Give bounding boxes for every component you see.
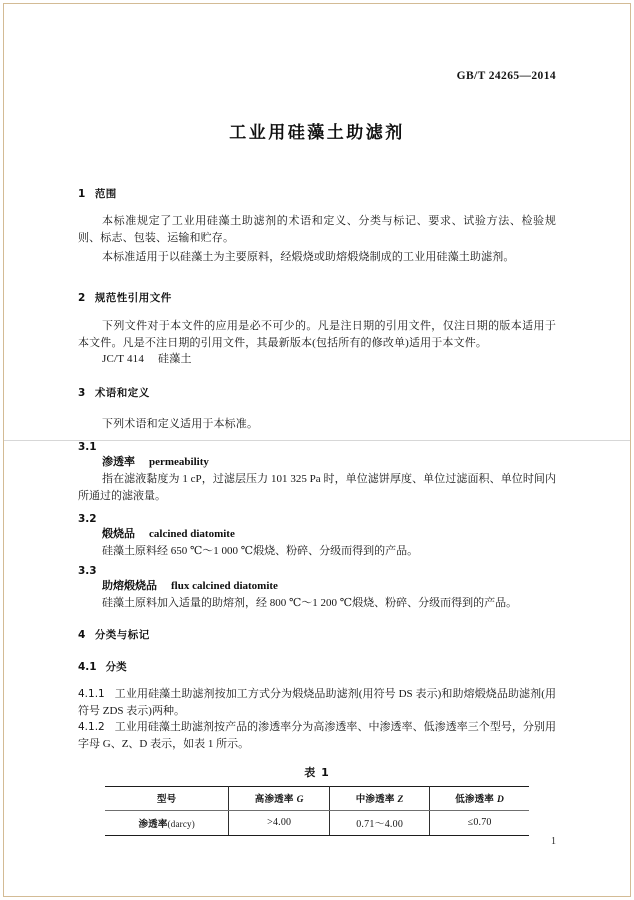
term-3-3-name-zh: 助熔煅烧品 bbox=[102, 579, 157, 592]
table-1-header-low bbox=[430, 787, 529, 811]
term-3-1-name bbox=[102, 453, 556, 471]
clause-4-1-2-number: 4.1.2 bbox=[78, 721, 105, 733]
clause-2-number: 2 bbox=[78, 292, 86, 304]
table-1-header-medium bbox=[330, 787, 430, 811]
table-row bbox=[105, 811, 529, 836]
clause-4-1-1 bbox=[78, 686, 556, 719]
term-3-1-number: 3.1 bbox=[78, 441, 97, 453]
table-1-row-label-text: 渗透率 bbox=[138, 818, 168, 830]
table-1-classification bbox=[105, 786, 529, 836]
clause-4-number: 4 bbox=[78, 629, 86, 641]
page-number: 1 bbox=[551, 836, 556, 847]
clause-4-heading bbox=[78, 627, 556, 642]
clause-4-1-title: 分类 bbox=[105, 661, 127, 673]
reference-title: 硅藻土 bbox=[158, 353, 192, 365]
clause-4-1-heading bbox=[78, 659, 556, 674]
term-3-2-name-en: calcined diatomite bbox=[149, 528, 235, 540]
table-1-header-medium-symbol: Z bbox=[397, 795, 404, 805]
table-1-header-low-label: 低渗透率 bbox=[455, 794, 495, 805]
table-1-row-label-unit: (darcy) bbox=[167, 818, 195, 829]
clause-2-title: 规范性引用文件 bbox=[94, 292, 172, 304]
clause-3-heading bbox=[78, 385, 556, 400]
table-1-header-high bbox=[229, 787, 330, 811]
table-1-cell-low: ≤0.70 bbox=[430, 811, 529, 836]
term-3-2-name bbox=[102, 525, 556, 543]
term-3-1-name-zh: 渗透率 bbox=[102, 455, 135, 468]
clause-4-1-2 bbox=[78, 719, 556, 752]
normative-reference-entry bbox=[78, 351, 556, 368]
clause-1-paragraph-2: 本标准适用于以硅藻土为主要原料，经煅烧或助熔煅烧制成的工业用硅藻土助滤剂。 bbox=[102, 251, 515, 263]
table-header-row bbox=[105, 787, 529, 811]
table-1-header-medium-label: 中渗透率 bbox=[355, 794, 395, 805]
term-3-3-definition: 硅藻土原料加入适量的助熔剂，经 800 ℃～1 200 ℃煅烧、粉碎、分级而得到的产品。 bbox=[102, 597, 518, 609]
clause-4-1-1-number: 4.1.1 bbox=[78, 688, 105, 700]
clause-1-paragraph-1: 本标准规定了工业用硅藻土助滤剂的术语和定义、分类与标记、要求、试验方法、检验规则、标志、包装、运输和贮存。 bbox=[78, 215, 556, 244]
standard-number-header: GB/T 24265—2014 bbox=[456, 70, 556, 82]
clause-4-title: 分类与标记 bbox=[94, 629, 150, 641]
clause-1-heading bbox=[78, 186, 556, 201]
clause-1-number: 1 bbox=[78, 188, 86, 200]
clause-4-1-2-text: 工业用硅藻土助滤剂按产品的渗透率分为高渗透率、中渗透率、低渗透率三个型号，分别用字母 G、Z、D 表示，如表 1 所示。 bbox=[78, 721, 556, 750]
table-1-header-high-label: 高渗透率 bbox=[254, 794, 294, 805]
clause-3-paragraph-1: 下列术语和定义适用于本标准。 bbox=[102, 418, 259, 430]
page-title: 工业用硅藻土助滤剂 bbox=[229, 123, 405, 143]
term-3-3-number: 3.3 bbox=[78, 565, 97, 577]
table-1-header-low-symbol: D bbox=[497, 795, 505, 805]
table-1-header-model bbox=[105, 787, 229, 811]
term-3-2-definition: 硅藻土原料经 650 ℃～1 000 ℃煅烧、粉碎、分级而得到的产品。 bbox=[102, 545, 419, 557]
clause-2-heading bbox=[78, 290, 556, 305]
table-1-body bbox=[105, 811, 529, 836]
term-3-3-name-en: flux calcined diatomite bbox=[171, 580, 278, 592]
clause-1-title: 范围 bbox=[94, 188, 117, 200]
clause-2-paragraph-1: 下列文件对于本文件的应用是必不可少的。凡是注日期的引用文件，仅注日期的版本适用于本文件。凡是不注日期的引用文件，其最新版本(包括所有的修改单)适用于本文件。 bbox=[78, 320, 556, 349]
table-1-header-model-label: 型号 bbox=[156, 794, 177, 805]
term-3-2-number: 3.2 bbox=[78, 513, 97, 525]
reference-code: JC/T 414 bbox=[102, 353, 145, 365]
clause-3-number: 3 bbox=[78, 387, 86, 399]
table-1-head bbox=[105, 787, 529, 811]
clause-4-1-number: 4.1 bbox=[78, 661, 97, 673]
term-3-1-name-en: permeability bbox=[149, 456, 209, 468]
term-3-1 bbox=[78, 441, 556, 504]
term-3-2-name-zh: 煅烧品 bbox=[102, 527, 135, 540]
table-1-caption: 表 1 bbox=[304, 766, 330, 779]
table-1-cell-medium: 0.71～4.00 bbox=[330, 811, 430, 836]
clause-4-1-1-text: 工业用硅藻土助滤剂按加工方式分为煅烧品助滤剂(用符号 DS 表示)和助熔煅烧品助滤剂(用符号 ZDS 表示)两种。 bbox=[78, 688, 556, 717]
term-3-3-name bbox=[102, 577, 556, 595]
table-1-cell-high: >4.00 bbox=[229, 811, 330, 836]
term-3-1-definition: 指在滤液黏度为 1 cP，过滤层压力 101 325 Pa 时，单位滤饼厚度、单位过滤面积、单位时间内所通过的滤液量。 bbox=[78, 473, 556, 502]
table-1-header-high-symbol: G bbox=[296, 795, 304, 805]
table-1-row-label bbox=[105, 811, 229, 836]
term-3-2 bbox=[78, 513, 556, 560]
clause-3-title: 术语和定义 bbox=[94, 387, 150, 399]
term-3-3 bbox=[78, 565, 556, 612]
